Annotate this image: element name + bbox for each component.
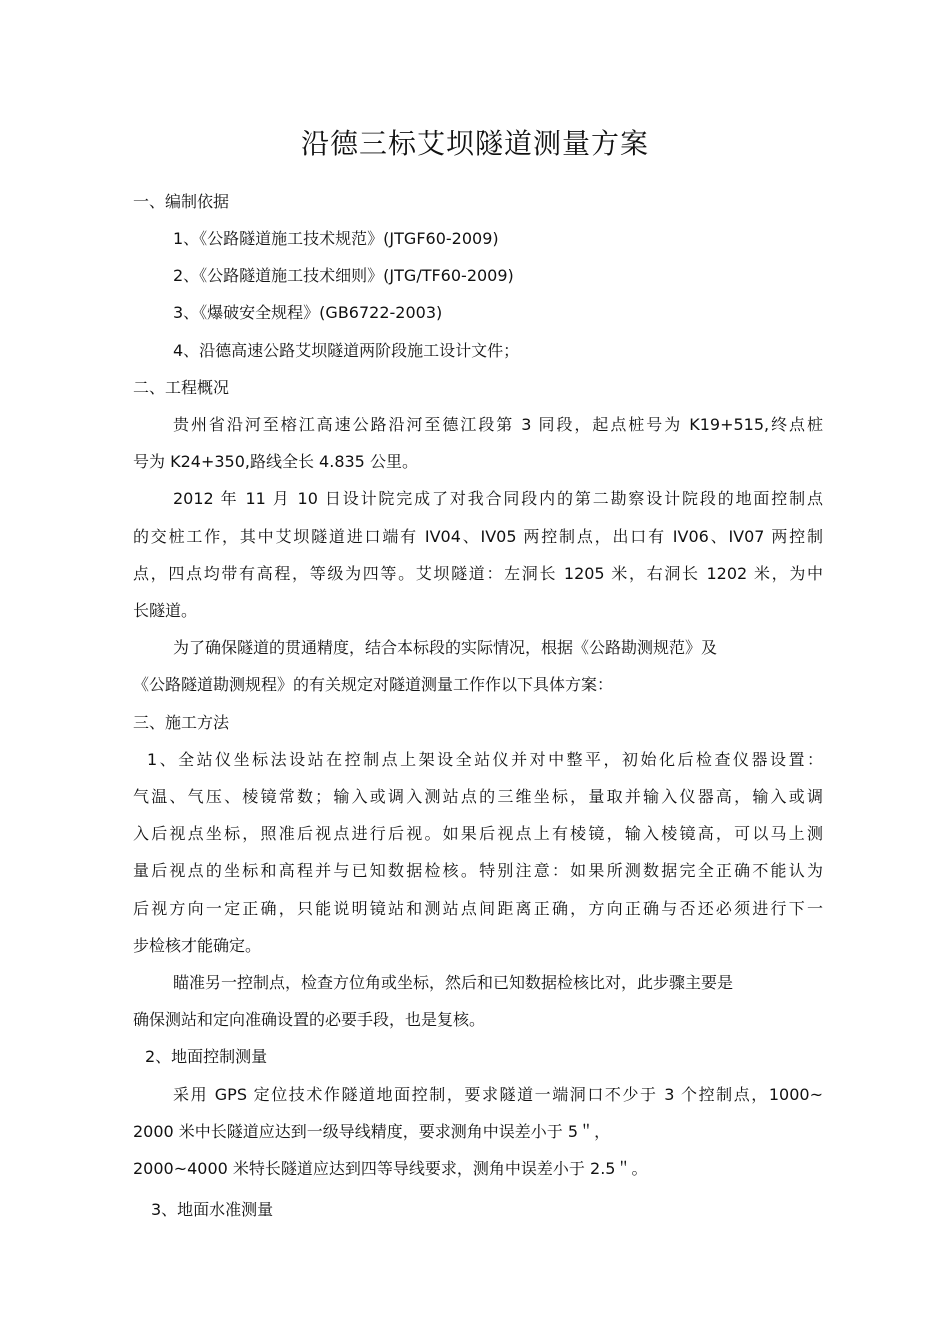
- basis-item-4: 4、沿德高速公路艾坝隧道两阶段施工设计文件；: [173, 341, 520, 360]
- ground-control-line-3: 2000~4000 米特长隧道应达到四等导线要求，测角中误差小于 2.5＂。: [133, 1159, 648, 1178]
- overview-p1-line-2: 号为 K24+350,路线全长 4.835 公里。: [133, 452, 418, 471]
- ground-control-line-1: 采用 GPS 定位技术作隧道地面控制，要求隧道一端洞口不少于 3 个控制点，1000~: [173, 1085, 823, 1104]
- overview-p1-line-1: 贵州省沿河至榕江高速公路沿河至德江段第 3 同段，起点桩号为 K19+515,终点桩: [173, 415, 823, 434]
- document-title: 沿德三标艾坝隧道测量方案: [300, 127, 649, 160]
- method-p1-line-6: 步检核才能确定。: [133, 936, 262, 955]
- overview-p2-line-2: 的交桩工作，其中艾坝隧道进口端有 IV04、IV05 两控制点，出口有 IV06、IV07 两控制: [133, 527, 823, 546]
- basis-item-1: 1、《公路隧道施工技术规范》(JTGF60-2009): [173, 229, 499, 248]
- overview-p3-line-2: 《公路隧道勘测规程》的有关规定对隧道测量工作作以下具体方案：: [133, 675, 614, 694]
- section-heading-method: 三、施工方法: [133, 713, 230, 732]
- section-heading-basis: 一、编制依据: [133, 192, 230, 211]
- method-p2-line-1: 瞄准另一控制点，检查方位角或坐标，然后和已知数据检核比对，此步骤主要是: [173, 973, 734, 992]
- subsection-heading-leveling: 3、地面水准测量: [151, 1200, 274, 1219]
- method-p1-line-1: 1、全站仪坐标法设站在控制点上架设全站仪并对中整平，初始化后检查仪器设置：: [147, 750, 823, 769]
- overview-p2-line-4: 长隧道。: [133, 601, 198, 620]
- ground-control-line-2: 2000 米中长隧道应达到一级导线精度，要求测角中误差小于 5＂，: [133, 1122, 611, 1141]
- overview-p3-line-1: 为了确保隧道的贯通精度，结合本标段的实际情况，根据《公路勘测规范》及: [173, 638, 718, 657]
- overview-p2-line-3: 点，四点均带有高程，等级为四等。艾坝隧道：左洞长 1205 米，右洞长 1202 米，为中: [133, 564, 823, 583]
- method-p1-line-3: 入后视点坐标，照准后视点进行后视。如果后视点上有棱镜，输入棱镜高，可以马上测: [133, 824, 823, 843]
- basis-item-2: 2、《公路隧道施工技术细则》(JTG/TF60-2009): [173, 266, 514, 285]
- method-p1-line-4: 量后视点的坐标和高程并与已知数据检核。特别注意：如果所测数据完全正确不能认为: [133, 861, 823, 880]
- method-p1-line-2: 气温、气压、棱镜常数；输入或调入测站点的三维坐标，量取并输入仪器高，输入或调: [133, 787, 823, 806]
- method-p1-line-5: 后视方向一定正确，只能说明镜站和测站点间距离正确，方向正确与否还必须进行下一: [133, 899, 823, 918]
- overview-p2-line-1: 2012 年 11 月 10 日设计院完成了对我合同段内的第二勘察设计院段的地面控制点: [173, 489, 823, 508]
- section-heading-overview: 二、工程概况: [133, 378, 230, 397]
- subsection-heading-ground-control: 2、地面控制测量: [145, 1047, 268, 1066]
- basis-item-3: 3、《爆破安全规程》(GB6722-2003): [173, 303, 443, 322]
- method-p2-line-2: 确保测站和定向准确设置的必要手段，也是复核。: [133, 1010, 486, 1029]
